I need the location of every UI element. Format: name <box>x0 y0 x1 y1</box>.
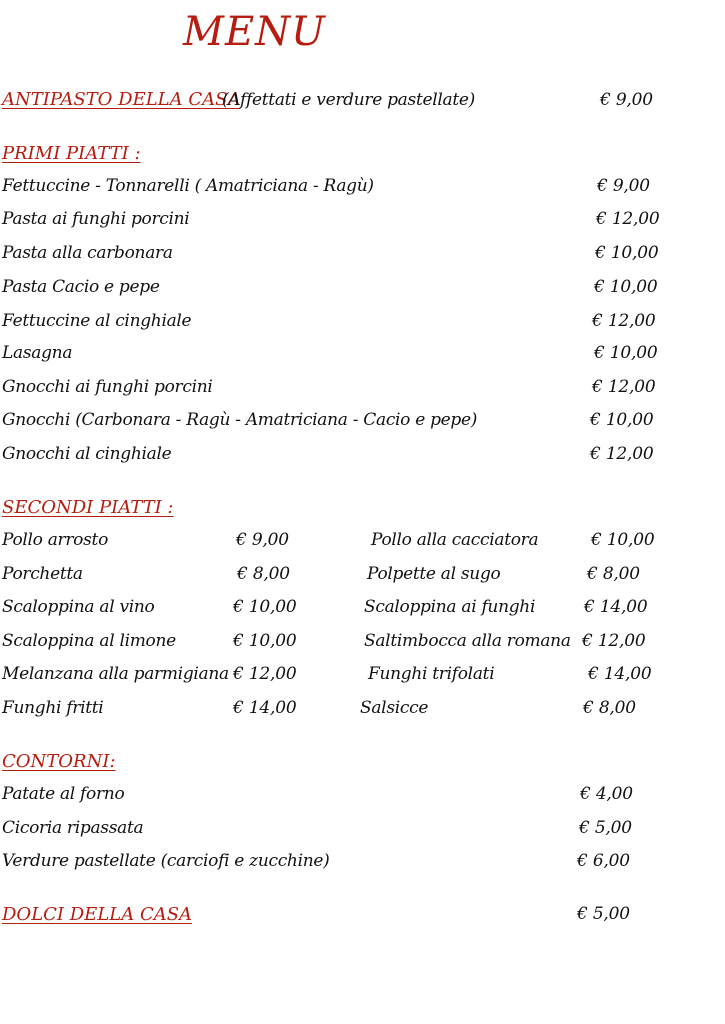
antipasto-description: (Affettati e verdure pastellate) <box>222 90 475 110</box>
contorni-heading: CONTORNI: <box>2 751 116 772</box>
menu-item-price: € 10,00 <box>595 243 659 263</box>
menu-item-price: € 12,00 <box>592 311 656 331</box>
menu-item-price: € 10,00 <box>594 277 658 297</box>
menu-item-price: € 8,00 <box>583 698 636 718</box>
menu-item-price: € 10,00 <box>233 631 297 651</box>
menu-item-price: € 14,00 <box>588 664 652 684</box>
menu-item-name: Scaloppina al limone <box>2 631 176 651</box>
menu-item-name: Fettuccine al cinghiale <box>2 311 192 331</box>
menu-item-price: € 10,00 <box>590 410 654 430</box>
menu-item-price: € 9,00 <box>597 176 650 196</box>
menu-item-price: € 10,00 <box>591 530 655 550</box>
menu-item-name: Funghi trifolati <box>368 664 495 684</box>
menu-item-price: € 12,00 <box>590 444 654 464</box>
menu-item-name: Pasta alla carbonara <box>2 243 173 263</box>
menu-item-price: € 14,00 <box>584 597 648 617</box>
menu-item-name: Salsicce <box>360 698 429 718</box>
antipasto-heading: ANTIPASTO DELLA CASA <box>2 89 241 110</box>
antipasto-price: € 9,00 <box>600 90 653 110</box>
menu-item-price: € 8,00 <box>237 564 290 584</box>
menu-item-price: € 4,00 <box>580 784 633 804</box>
menu-item-name: Pollo alla cacciatora <box>371 530 539 550</box>
menu-title: MENU <box>183 9 326 55</box>
menu-item-name: Verdure pastellate (carciofi e zucchine) <box>2 851 330 871</box>
dolci-heading: DOLCI DELLA CASA <box>2 904 193 925</box>
menu-item-name: Saltimbocca alla romana <box>364 631 571 651</box>
menu-item-price: € 12,00 <box>592 377 656 397</box>
menu-item-name: Fettuccine - Tonnarelli ( Amatriciana - Ragù) <box>2 176 374 196</box>
menu-item-price: € 10,00 <box>233 597 297 617</box>
menu-item-name: Pasta Cacio e pepe <box>2 277 160 297</box>
menu-item-name: Gnocchi (Carbonara - Ragù - Amatriciana - Cacio e pepe) <box>2 410 478 430</box>
menu-item-name: Pollo arrosto <box>2 530 109 550</box>
menu-item-name: Cicoria ripassata <box>2 818 144 838</box>
menu-item-name: Porchetta <box>2 564 83 584</box>
menu-item-name: Gnocchi ai funghi porcini <box>2 377 213 397</box>
menu-item-name: Gnocchi al cinghiale <box>2 444 172 464</box>
menu-item-name: Pasta ai funghi porcini <box>2 209 190 229</box>
menu-item-price: € 12,00 <box>582 631 646 651</box>
menu-item-price: € 12,00 <box>596 209 660 229</box>
menu-item-name: Scaloppina ai funghi <box>364 597 536 617</box>
menu-item-price: € 14,00 <box>233 698 297 718</box>
secondi-heading: SECONDI PIATTI : <box>2 497 174 518</box>
menu-item-name: Lasagna <box>2 343 73 363</box>
menu-item-name: Melanzana alla parmigiana <box>2 664 229 684</box>
menu-item-name: Funghi fritti <box>2 698 104 718</box>
menu-item-name: Patate al forno <box>2 784 125 804</box>
menu-item-name: Scaloppina al vino <box>2 597 155 617</box>
menu-item-price: € 8,00 <box>587 564 640 584</box>
menu-item-price: € 12,00 <box>233 664 297 684</box>
menu-item-price: € 10,00 <box>594 343 658 363</box>
menu-item-name: Polpette al sugo <box>367 564 501 584</box>
primi-heading: PRIMI PIATTI : <box>2 143 141 164</box>
dolci-price: € 5,00 <box>577 904 630 924</box>
menu-item-price: € 6,00 <box>577 851 630 871</box>
menu-item-price: € 9,00 <box>236 530 289 550</box>
menu-item-price: € 5,00 <box>579 818 632 838</box>
